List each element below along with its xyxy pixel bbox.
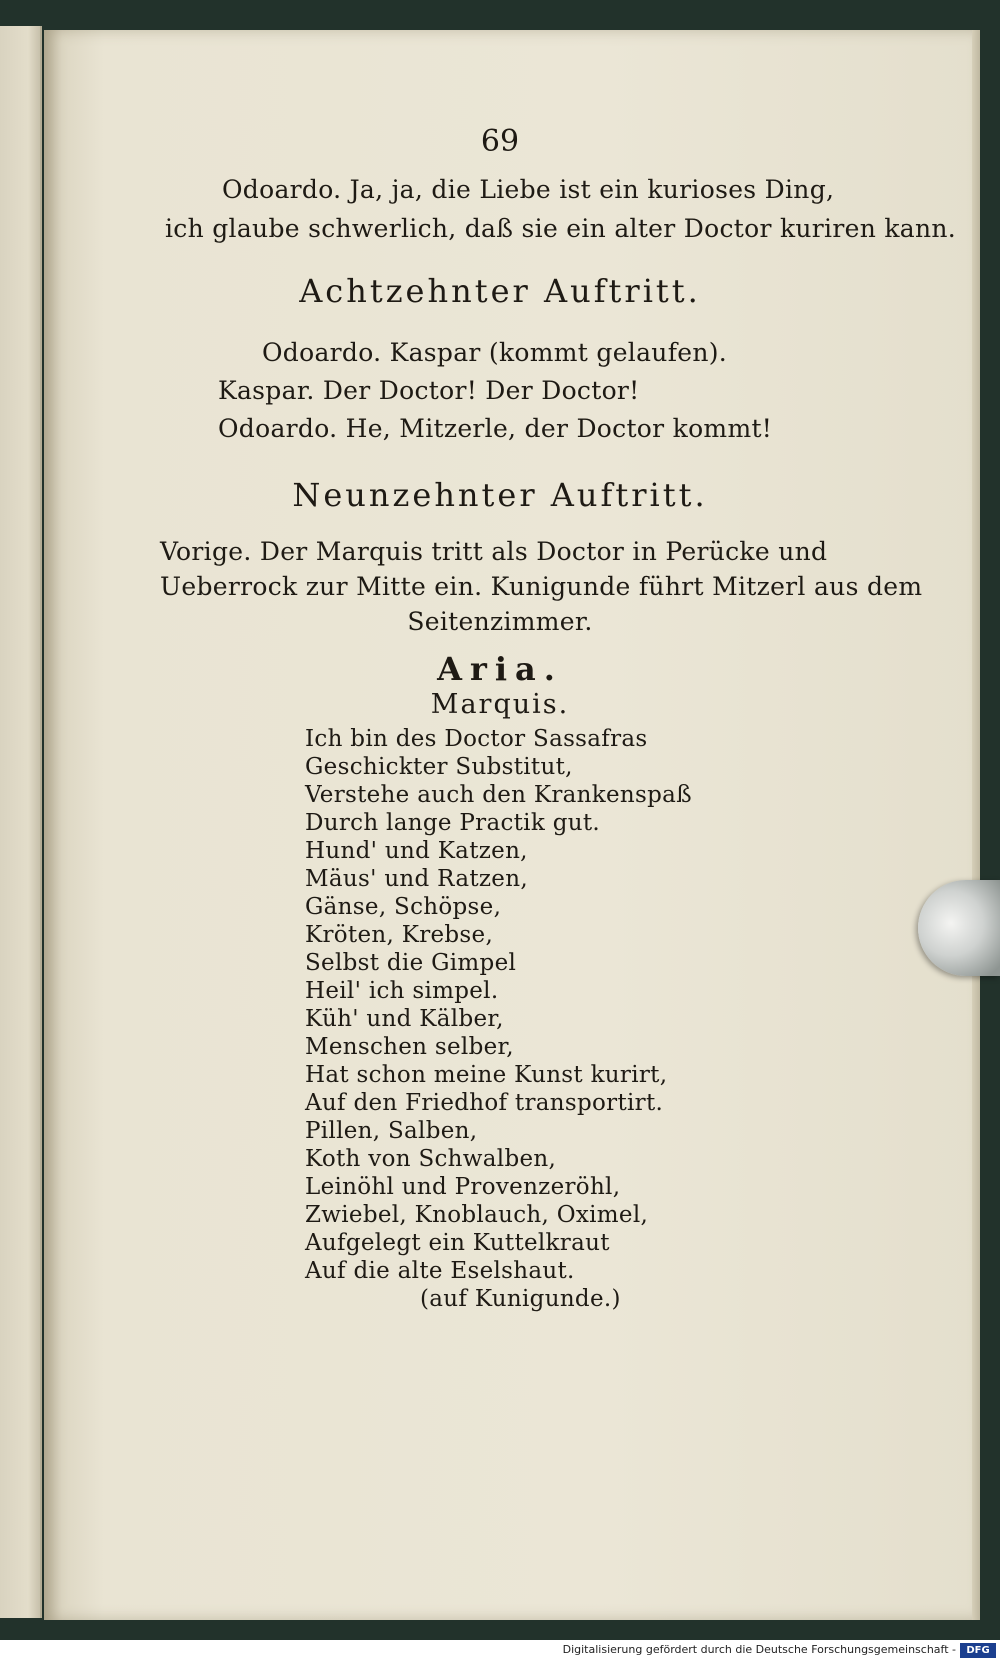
scene-heading-19: Neunzehnter Auftritt. [292,476,708,514]
page-number: 69 [480,124,520,159]
stage-direction-line-3: Seitenzimmer. [407,607,593,636]
scene-18-line-2: Kaspar. Der Doctor! Der Doctor! [218,376,640,405]
verse-line: Geschickter Substitut, [305,754,573,780]
aria-speaker: Marquis. [430,689,570,720]
verse-line: Auf die alte Eselshaut. [305,1258,575,1284]
verse-line: Aufgelegt ein Kuttelkraut [305,1230,610,1256]
verse-line: Ich bin des Doctor Sassafras [305,726,648,752]
footer-bar [0,1640,1000,1662]
dialogue-line-2: ich glaube schwerlich, daß sie ein alter Doctor kuriren kann. [165,214,957,243]
verse-line: Mäus' und Ratzen, [305,866,528,892]
verse-line: Hat schon meine Kunst kurirt, [305,1062,668,1088]
closing-stage-direction: (auf Kunigunde.) [420,1286,621,1312]
scene-18-line-3: Odoardo. He, Mitzerle, der Doctor kommt! [218,414,773,443]
scene-18-line-1: Odoardo. Kaspar (kommt gelaufen). [262,338,728,367]
verse-line: Leinöhl und Provenzeröhl, [305,1174,621,1200]
verse-line: Menschen selber, [305,1034,514,1060]
verse-line: Gänse, Schöpse, [305,894,502,920]
scene-heading-18: Achtzehnter Auftritt. [299,272,701,310]
verse-line: Durch lange Practik gut. [305,810,600,836]
verse-line: Verstehe auch den Krankenspaß [305,782,692,808]
verse-line: Kröten, Krebse, [305,922,494,948]
verse-line: Küh' und Kälber, [305,1006,504,1032]
verse-line: Hund' und Katzen, [305,838,528,864]
verse-line: Selbst die Gimpel [305,950,517,976]
aria-title: Aria. [437,650,563,688]
verse-line: Heil' ich simpel. [305,978,499,1004]
verse-line: Auf den Friedhof transportirt. [305,1090,664,1116]
dfg-logo-icon: DFG [960,1643,996,1658]
verse-line: Zwiebel, Knoblauch, Oximel, [305,1202,649,1228]
stage-direction-line-1: Vorige. Der Marquis tritt als Doctor in Perücke und [160,537,828,566]
stage-direction-line-2: Ueberrock zur Mitte ein. Kunigunde führt Mitzerl aus dem [160,572,923,601]
page-stack-edge [972,30,980,1620]
funding-credit: Digitalisierung gefördert durch die Deutsche Forschungsgemeinschaft - [562,1643,956,1656]
left-page-edge [0,26,42,1618]
verse-line: Koth von Schwalben, [305,1146,557,1172]
dialogue-line-1: Odoardo. Ja, ja, die Liebe ist ein kurioses Ding, [222,175,835,204]
verse-line: Pillen, Salben, [305,1118,478,1144]
